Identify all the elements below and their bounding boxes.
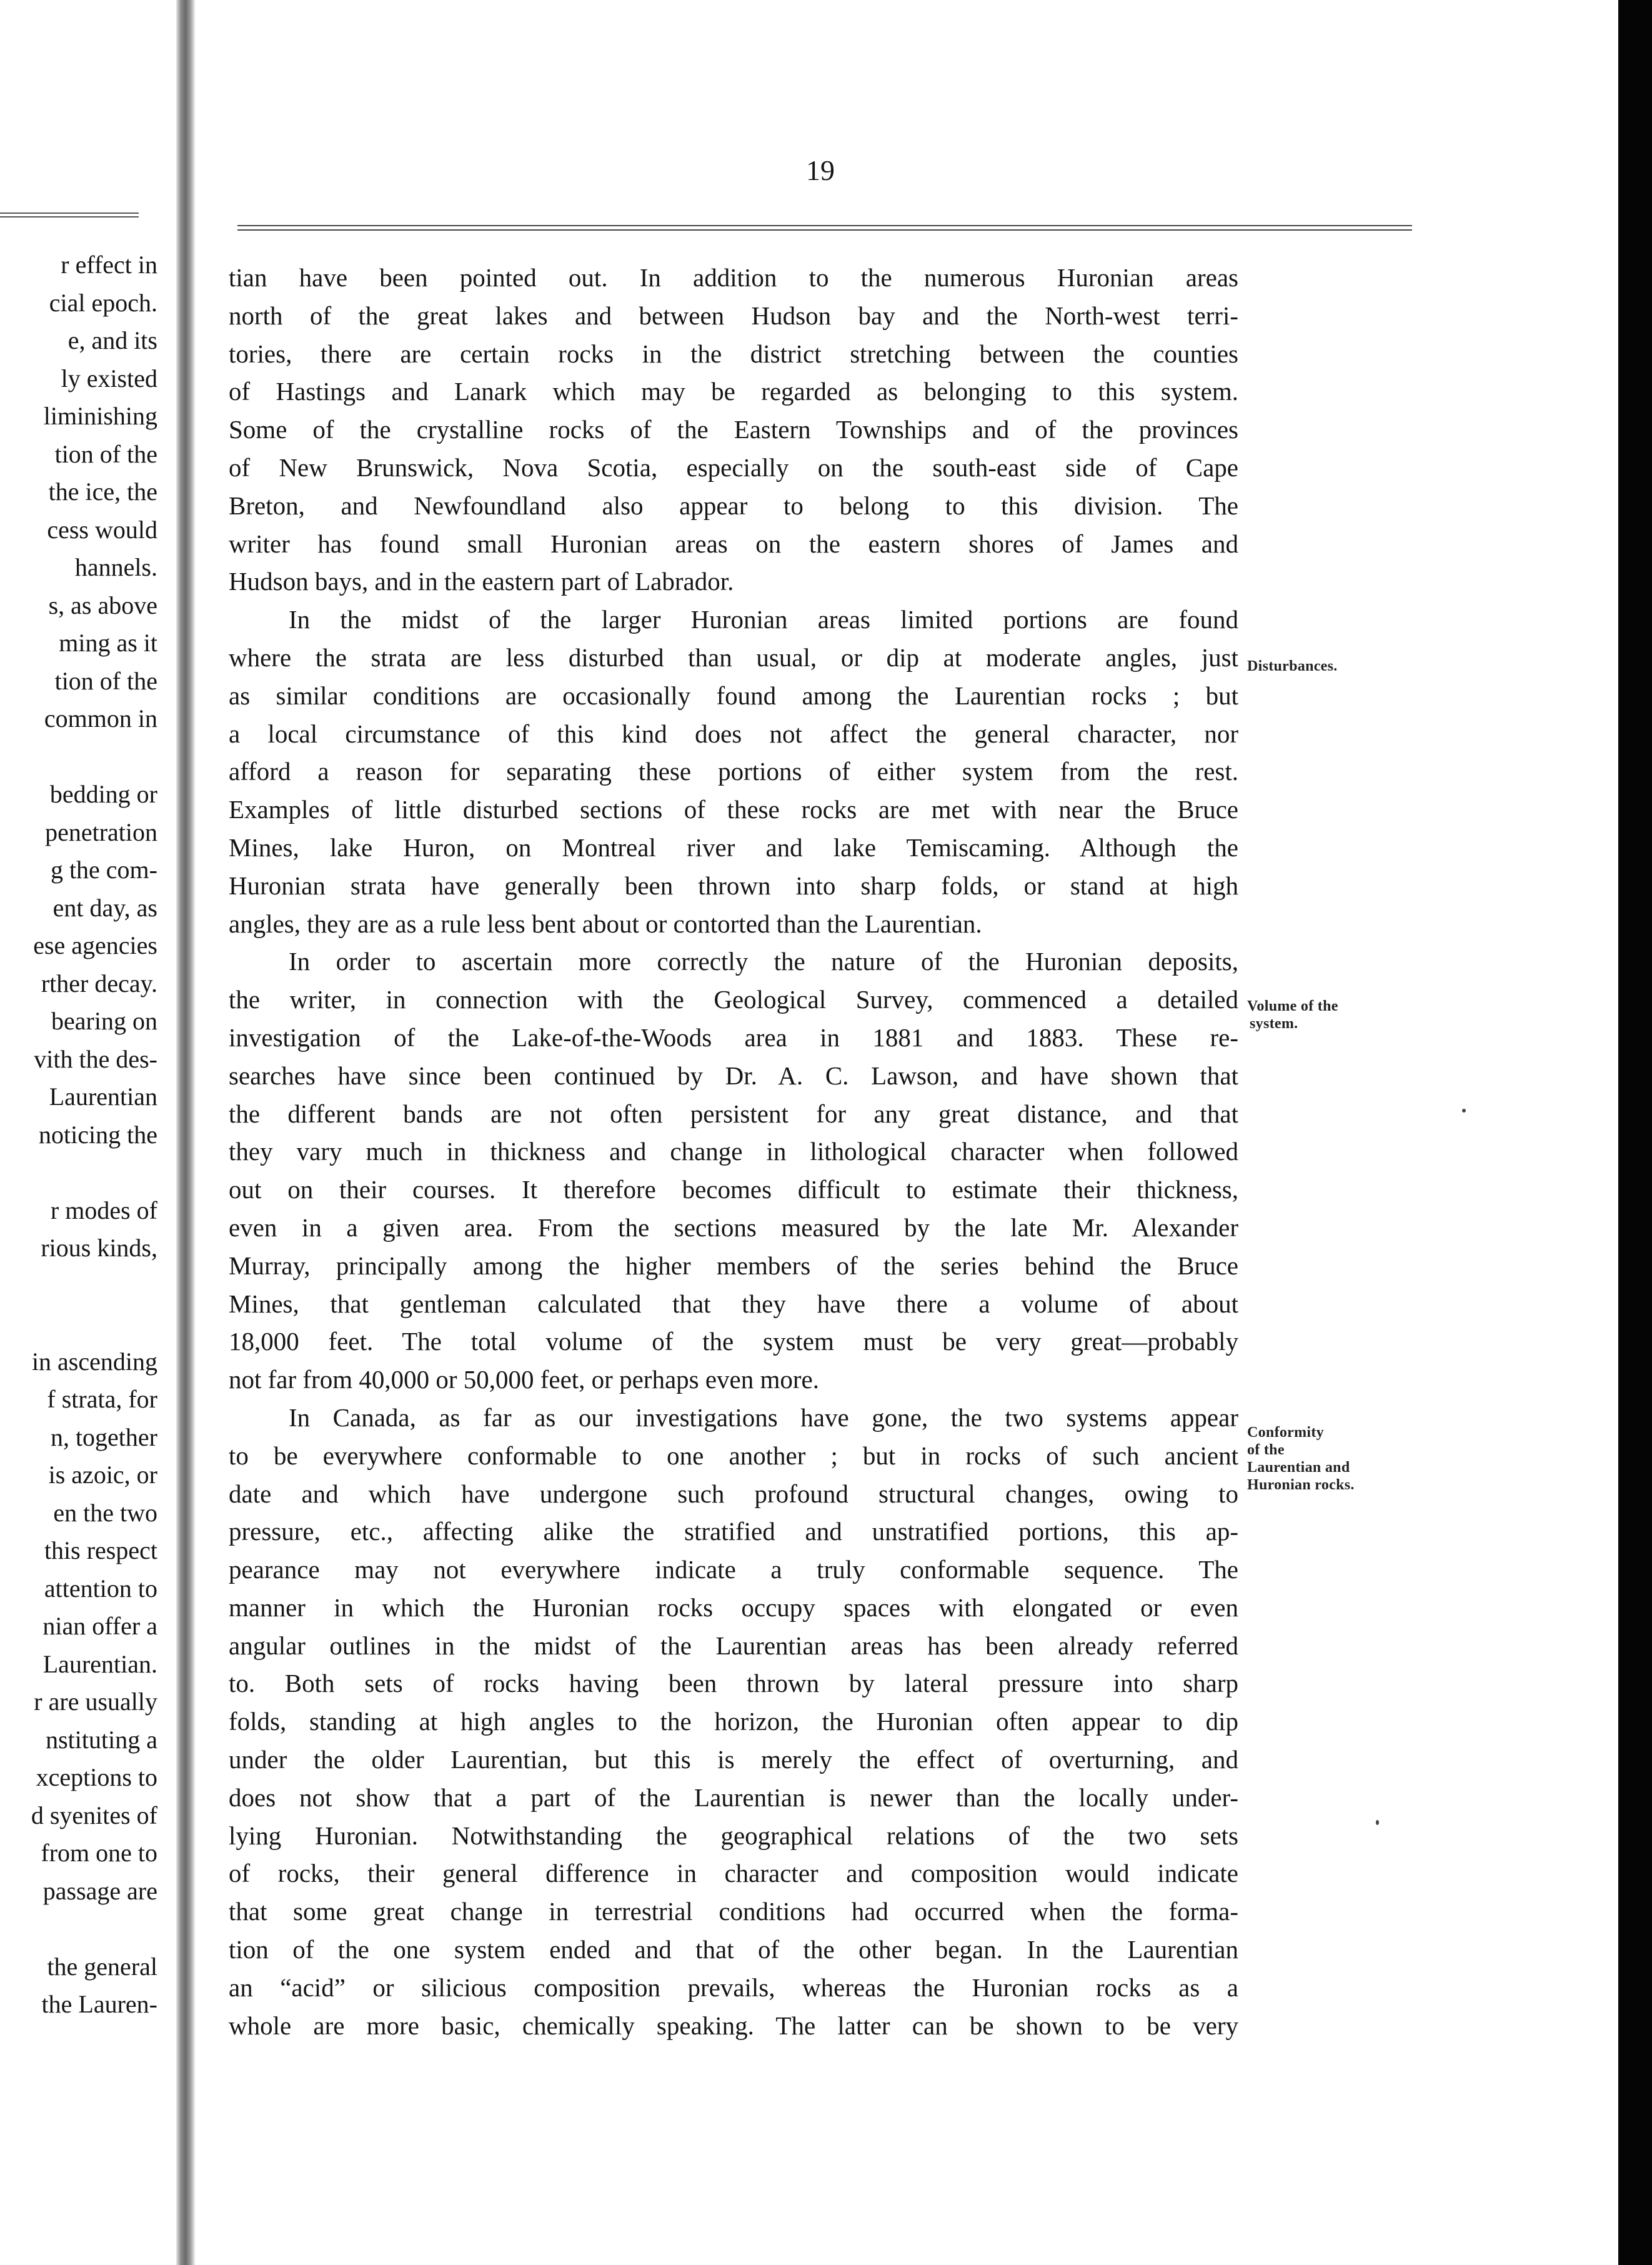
left-page-line: liminishing — [43, 402, 157, 430]
text-line: Murray, principally among the higher members of the series behind the Bruce — [229, 1251, 1238, 1280]
text-line: angles, they are as a rule less bent about or contorted than the Laurentian. — [229, 909, 982, 938]
left-page-line: ent day, as — [52, 893, 157, 922]
left-page-line: noticing the — [39, 1120, 157, 1149]
margin-note-conformity — [1247, 1424, 1410, 1494]
left-page-line: e, and its — [67, 326, 157, 354]
text-line: of Hastings and Lanark which may be regarded as belonging to this system. — [229, 377, 1238, 406]
text-line: tian have been pointed out. In addition to the numerous Huronian areas — [229, 263, 1238, 292]
left-page-line: r effect in — [61, 251, 157, 279]
text-line: Hudson bays, and in the eastern part of Labrador. — [229, 567, 734, 596]
text-line: In the midst of the larger Huronian areas limited portions are found — [289, 605, 1238, 634]
text-line: tories, there are certain rocks in the district stretching between the counties — [229, 339, 1238, 368]
left-page-line: bedding or — [49, 780, 157, 808]
left-page-line: ese agencies — [33, 931, 157, 959]
left-page-line: is azoic, or — [48, 1461, 157, 1489]
text-line: a local circumstance of this kind does not affect the general character, nor — [229, 719, 1238, 748]
left-page-line: nian offer a — [42, 1612, 157, 1640]
text-line: 18,000 feet. The total volume of the system must be very great—probably — [229, 1327, 1238, 1356]
text-line: folds, standing at high angles to the horizon, the Huronian often appear to dip — [229, 1707, 1238, 1736]
left-page-line: Laurentian — [49, 1082, 157, 1111]
text-line: tion of the one system ended and that of the other began. In the Laurentian — [229, 1935, 1238, 1964]
text-line: Examples of little disturbed sections of these rocks are met with near the Bruce — [229, 795, 1238, 824]
left-page-line: n, together — [50, 1422, 157, 1451]
text-line: whole are more basic, chemically speaking. The latter can be shown to be very — [229, 2011, 1238, 2040]
left-page-line: rther decay. — [41, 969, 157, 998]
left-page-line: the general — [47, 1952, 157, 1981]
left-page-line: xceptions to — [36, 1763, 157, 1791]
left-page-line: cess would — [47, 515, 157, 544]
text-line: does not show that a part of the Laurentian is newer than the locally under- — [229, 1782, 1238, 1812]
text-line: lying Huronian. Notwithstanding the geographical relations of the two sets — [229, 1821, 1238, 1850]
left-page-line: attention to — [44, 1574, 157, 1602]
left-page-line: passage are — [42, 1876, 157, 1905]
header-rule — [237, 225, 1412, 231]
text-line: investigation of the Lake-of-the-Woods area in 1881 and 1883. These re- — [229, 1022, 1238, 1052]
text-line: Mines, that gentleman calculated that they have there a volume of about — [229, 1289, 1238, 1318]
left-page-line: this respect — [44, 1536, 157, 1564]
page-edge — [1618, 0, 1652, 2265]
margin-note-line: Laurentian and — [1247, 1459, 1350, 1476]
left-page-line: g the com- — [50, 856, 157, 884]
left-page-line: tion of the — [54, 439, 157, 468]
left-page-line: nstituting a — [46, 1725, 157, 1754]
text-line: not far from 40,000 or 50,000 feet, or perhaps even more. — [229, 1365, 819, 1394]
margin-note-line: system. — [1250, 1016, 1298, 1032]
margin-note-line: of the — [1247, 1442, 1285, 1458]
scan-speck — [1462, 1109, 1466, 1112]
left-page-line: tion of the — [54, 666, 157, 695]
text-line: Huronian strata have generally been thrown into sharp folds, or stand at high — [229, 871, 1238, 900]
text-line: afford a reason for separating these portions of either system from the rest. — [229, 757, 1238, 786]
text-line: Some of the crystalline rocks of the Eastern Townships and of the provinces — [229, 415, 1238, 444]
margin-note-volume — [1247, 998, 1410, 1032]
left-page-line: hannels. — [74, 553, 157, 581]
margin-note-line: Huronian rocks. — [1247, 1477, 1355, 1493]
left-page-line: in ascending — [31, 1347, 157, 1376]
text-line: searches have since been continued by Dr. A. C. Lawson, and have shown that — [229, 1061, 1238, 1090]
margin-note-line: Volume of the — [1247, 998, 1338, 1014]
left-page-line: r modes of — [50, 1196, 157, 1224]
text-line: the different bands are not often persistent for any great distance, and that — [229, 1099, 1238, 1128]
text-line: where the strata are less disturbed than usual, or dip at moderate angles, just — [229, 642, 1238, 672]
text-line: angular outlines in the midst of the Laurentian areas has been already referred — [229, 1631, 1238, 1660]
left-page-line: rious kinds, — [41, 1234, 157, 1262]
text-line: they vary much in thickness and change in lithological character when followed — [229, 1137, 1238, 1166]
text-line: that some great change in terrestrial conditions had occurred when the forma- — [229, 1897, 1238, 1926]
margin-note-line: Disturbances. — [1247, 658, 1338, 674]
text-line: to be everywhere conformable to one another ; but in rocks of such ancient — [229, 1441, 1238, 1470]
text-line: even in a given area. From the sections measured by the late Mr. Alexander — [229, 1212, 1238, 1242]
left-page-line: common in — [44, 704, 157, 732]
body-text — [229, 259, 1238, 2044]
text-line: of rocks, their general difference in character and composition would indicate — [229, 1859, 1238, 1888]
left-page-rule — [0, 212, 139, 214]
left-page-line: ming as it — [59, 629, 157, 657]
text-line: In order to ascertain more correctly the nature of the Huronian deposits, — [289, 947, 1238, 976]
left-page-line: f strata, for — [47, 1385, 157, 1413]
text-line: of New Brunswick, Nova Scotia, especially on the south-east side of Cape — [229, 452, 1238, 482]
text-line: Mines, lake Huron, on Montreal river and lake Temiscaming. Although the — [229, 832, 1238, 862]
margin-note-line: Conformity — [1247, 1424, 1324, 1441]
left-page-line: d syenites of — [31, 1801, 157, 1829]
margin-note-disturbances — [1247, 658, 1410, 675]
text-line: north of the great lakes and between Hudson bay and the North-west terri- — [229, 301, 1238, 330]
left-page-line: en the two — [53, 1498, 157, 1527]
text-line: writer has found small Huronian areas on the eastern shores of James and — [229, 529, 1238, 558]
text-line: under the older Laurentian, but this is merely the effect of overturning, and — [229, 1745, 1238, 1774]
text-line: date and which have undergone such profound structural changes, owing to — [229, 1479, 1238, 1508]
text-line: as similar conditions are occasionally found among the Laurentian rocks ; but — [229, 681, 1238, 710]
text-line: Breton, and Newfoundland also appear to belong to this division. The — [229, 491, 1238, 520]
left-page-line: the Lauren- — [41, 1990, 157, 2018]
text-line: out on their courses. It therefore becomes difficult to estimate their thickness, — [229, 1175, 1238, 1204]
left-page-fragment — [0, 0, 176, 2265]
text-line: the writer, in connection with the Geological Survey, commenced a detailed — [229, 985, 1238, 1014]
left-page-line: the ice, the — [48, 478, 157, 506]
page-number: 19 — [806, 154, 835, 186]
left-page-rule — [0, 216, 139, 218]
binding-gutter — [176, 0, 195, 2265]
text-line: In Canada, as far as our investigations have gone, the two systems appear — [289, 1402, 1238, 1432]
left-page-line: from one to — [41, 1839, 157, 1867]
scan-speck — [1376, 1820, 1379, 1825]
left-page-line: Laurentian. — [42, 1649, 157, 1678]
left-page-line: vith the des- — [34, 1044, 157, 1073]
left-page-line: bearing on — [51, 1007, 157, 1035]
text-line: pressure, etc., affecting alike the stratified and unstratified portions, this ap- — [229, 1517, 1238, 1546]
left-page-line: penetration — [45, 818, 157, 846]
left-page-line: cial epoch. — [49, 288, 157, 317]
text-line: manner in which the Huronian rocks occupy spaces with elongated or even — [229, 1592, 1238, 1622]
left-page-line: ly existed — [61, 364, 157, 392]
text-line: pearance may not everywhere indicate a truly conformable sequence. The — [229, 1555, 1238, 1584]
text-line: an “acid” or silicious composition prevails, whereas the Huronian rocks as a — [229, 1972, 1238, 2002]
left-page-line: r are usually — [34, 1688, 157, 1716]
left-page-line: s, as above — [48, 591, 157, 619]
text-line: to. Both sets of rocks having been thrown by lateral pressure into sharp — [229, 1669, 1238, 1698]
